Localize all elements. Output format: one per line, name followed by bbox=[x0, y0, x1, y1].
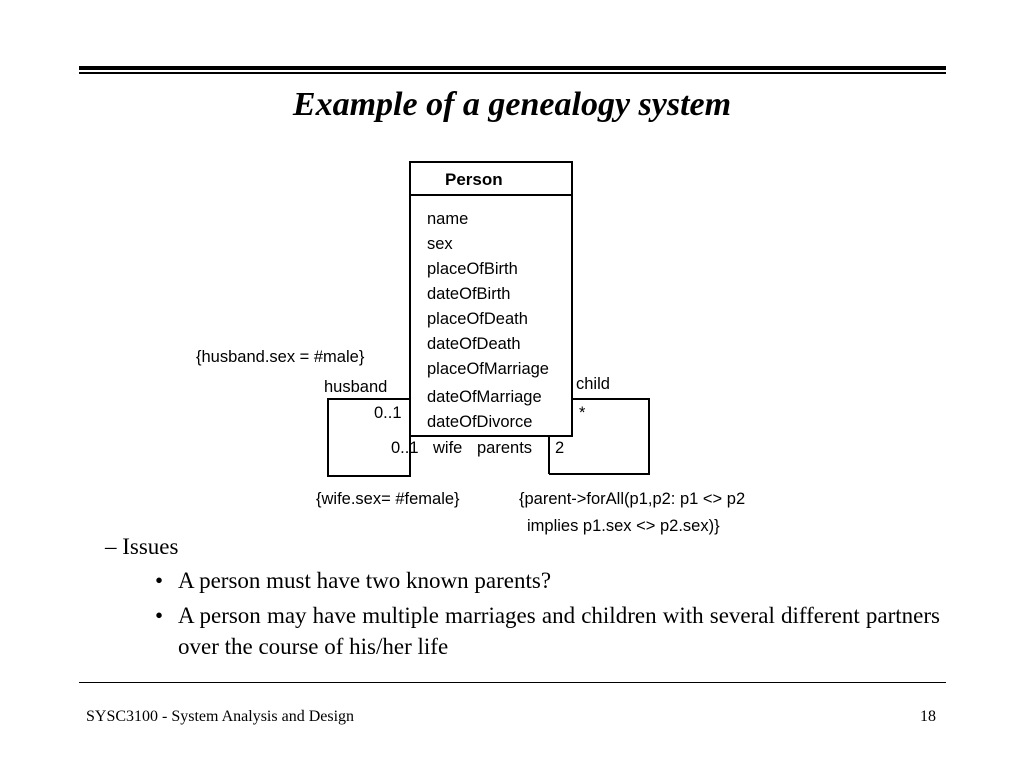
constraint-parent-line-2: implies p1.sex <> p2.sex)} bbox=[527, 517, 720, 535]
constraint-wife-sex: {wife.sex= #female} bbox=[316, 490, 460, 508]
issues-section bbox=[105, 531, 940, 666]
multiplicity-child: * bbox=[579, 404, 586, 422]
attribute-date-of-birth: dateOfBirth bbox=[427, 285, 511, 303]
person-class-name: Person bbox=[445, 170, 503, 189]
role-child: child bbox=[576, 375, 610, 393]
attribute-date-of-death: dateOfDeath bbox=[427, 335, 521, 353]
role-wife: wife bbox=[433, 439, 463, 457]
multiplicity-husband: 0..1 bbox=[374, 404, 402, 422]
issue-item bbox=[105, 565, 940, 596]
bullet-icon: • bbox=[155, 568, 164, 593]
multiplicity-wife: 0..1 bbox=[391, 439, 419, 457]
bullet-icon: • bbox=[155, 603, 164, 628]
attribute-place-of-birth: placeOfBirth bbox=[427, 260, 518, 278]
constraint-parent-line-1: {parent->forAll(p1,p2: p1 <> p2 bbox=[519, 490, 746, 508]
slide-title: Example of a genealogy system bbox=[292, 86, 732, 123]
person-class bbox=[410, 162, 572, 436]
attribute-place-of-death: placeOfDeath bbox=[427, 310, 528, 328]
attribute-date-of-marriage: dateOfMarriage bbox=[427, 388, 542, 406]
attribute-name: name bbox=[427, 210, 469, 228]
page-number: 18 bbox=[920, 708, 936, 725]
attribute-place-of-marriage: placeOfMarriage bbox=[427, 360, 549, 378]
constraint-husband-sex: {husband.sex = #male} bbox=[196, 348, 365, 366]
footer-rule bbox=[79, 682, 946, 683]
attribute-sex: sex bbox=[427, 235, 453, 253]
issues-heading: – Issues bbox=[105, 534, 179, 559]
role-husband: husband bbox=[324, 378, 388, 396]
issue-item-text: A person must have two known parents? bbox=[178, 568, 552, 593]
role-parents: parents bbox=[477, 439, 533, 457]
footer-course: SYSC3100 - System Analysis and Design bbox=[86, 708, 355, 725]
multiplicity-parents: 2 bbox=[555, 439, 565, 457]
attribute-date-of-divorce: dateOfDivorce bbox=[427, 413, 533, 431]
issue-item bbox=[105, 600, 940, 662]
issue-item-text: A person may have multiple marriages and children with several different partners over the course of his/her life bbox=[178, 603, 940, 659]
